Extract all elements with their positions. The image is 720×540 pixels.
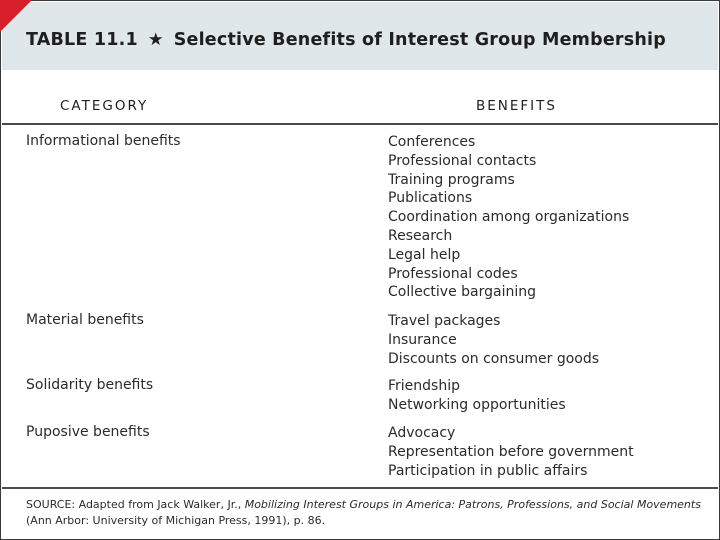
- benefit-item: Representation before government: [388, 443, 634, 460]
- benefit-item: Training programs: [388, 171, 515, 188]
- benefit-item: Networking opportunities: [388, 396, 566, 413]
- table-title: [26, 30, 666, 50]
- footer-rule: [2, 487, 718, 489]
- column-header-category: CATEGORY: [60, 98, 149, 114]
- category-label: Material benefits: [26, 312, 144, 328]
- header-rule: [2, 123, 718, 125]
- benefit-item: Coordination among organizations: [388, 209, 630, 226]
- category-label: Informational benefits: [26, 133, 181, 149]
- benefit-item: Professional codes: [388, 265, 518, 282]
- benefit-item: Research: [388, 227, 453, 244]
- benefit-item: Advocacy: [388, 425, 456, 441]
- benefit-item: Travel packages: [388, 313, 501, 329]
- category-label: Puposive benefits: [26, 424, 150, 440]
- benefit-list: [388, 133, 629, 302]
- benefit-list: [388, 312, 599, 368]
- benefit-item: Insurance: [388, 331, 457, 348]
- benefit-item: Conferences: [388, 134, 476, 150]
- column-header-benefits: BENEFITS: [476, 98, 557, 114]
- source-book-title: Mobilizing Interest Groups in America: Patrons, Professions, and Social Movements: [244, 498, 701, 511]
- benefit-list: [388, 424, 634, 480]
- benefit-item: Participation in public affairs: [388, 462, 588, 479]
- benefit-list: [388, 377, 566, 415]
- category-label: Solidarity benefits: [26, 377, 154, 393]
- source-note: [26, 497, 706, 529]
- star-icon: ★: [147, 30, 164, 50]
- benefit-item: Legal help: [388, 246, 461, 263]
- source-text: Adapted from Jack Walker, Jr.,: [75, 498, 245, 511]
- corner-accent: [0, 0, 32, 32]
- benefit-item: Professional contacts: [388, 152, 537, 169]
- table-subtitle: Selective Benefits of Interest Group Membership: [173, 30, 666, 50]
- source-label: SOURCE:: [26, 498, 76, 511]
- benefit-item: Publications: [388, 190, 473, 207]
- benefit-item: Collective bargaining: [388, 284, 537, 301]
- benefit-item: Friendship: [388, 378, 460, 394]
- benefit-item: Discounts on consumer goods: [388, 350, 600, 367]
- table-number: TABLE 11.1: [26, 30, 138, 50]
- source-publication: (Ann Arbor: University of Michigan Press, 1991), p. 86.: [26, 514, 326, 527]
